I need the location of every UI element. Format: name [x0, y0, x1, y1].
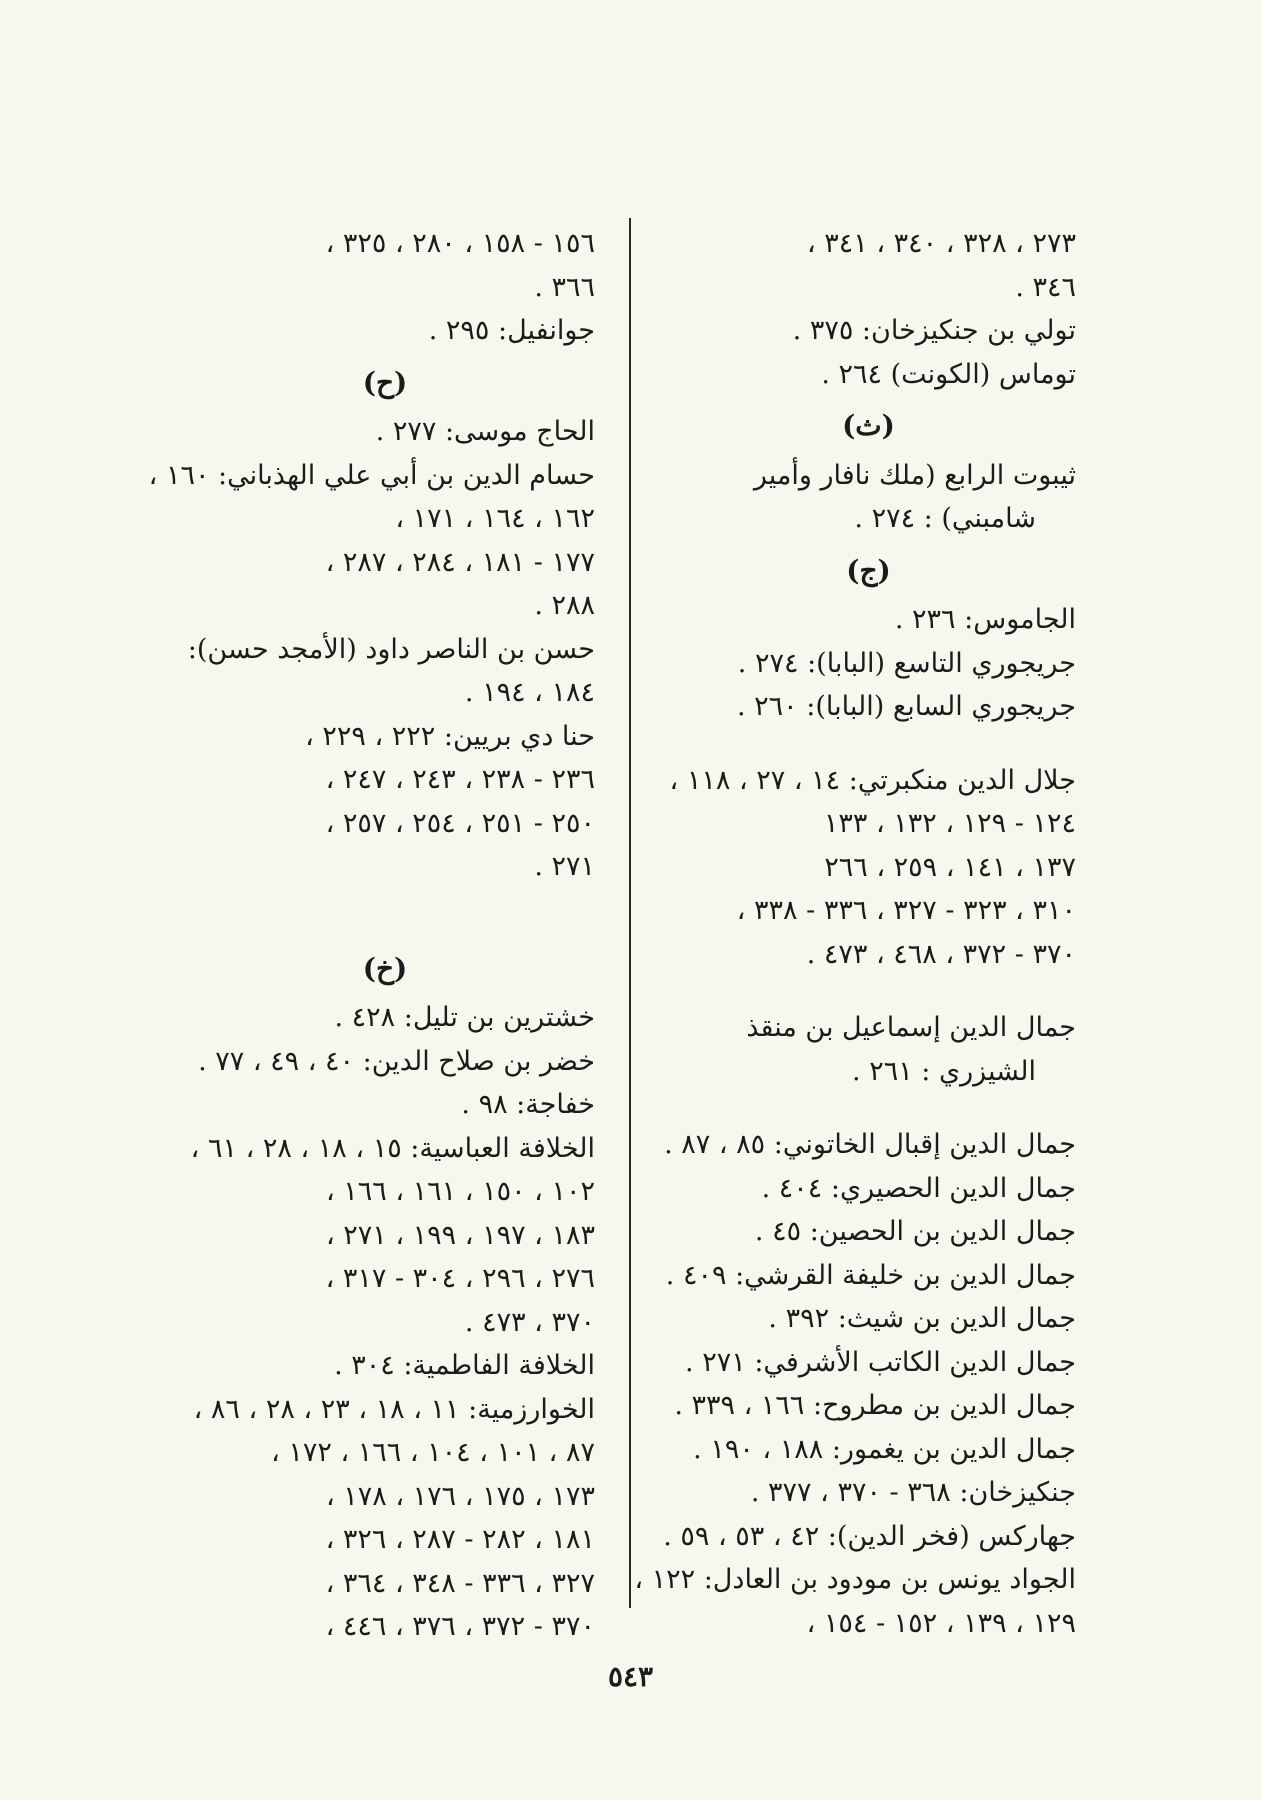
index-entry: جلال الدين منكبرتي: ١٤ ، ٢٧ ، ١١٨ ،: [669, 764, 1076, 796]
index-entry-continuation: شامبني) : ٢٧٤ .: [854, 503, 1036, 534]
index-entry: خشترين بن تليل: ٤٢٨ .: [334, 1002, 595, 1033]
spacer: [661, 976, 1076, 1006]
index-entry: جمال الدين بن شيث: ٣٩٢ .: [768, 1303, 1076, 1334]
index-entry-continuation: ٣٦٦ .: [534, 271, 595, 303]
index-entry: جمال الدين بن يغمور: ١٨٨ ، ١٩٠ .: [693, 1433, 1076, 1465]
index-entry-continuation: ١٢٤ - ١٢٩ ، ١٣٢ ، ١٣٣: [823, 808, 1076, 839]
index-entry-continuation: ٢٨٨ .: [534, 590, 595, 621]
index-entry-continuation: ٣١٠ ، ٣٢٣ - ٣٢٧ ، ٣٣٦ - ٣٣٨ ،: [736, 895, 1076, 926]
spacer: [661, 1093, 1076, 1123]
letter-heading: (ج): [846, 553, 891, 587]
index-entry: الجواد يونس بن مودود بن العادل: ١٢٢ ،: [634, 1564, 1076, 1595]
column-divider: [629, 218, 631, 1608]
index-entry-continuation: ٢٣٦ - ٢٣٨ ، ٢٤٣ ، ٢٤٧ ،: [325, 764, 595, 795]
index-entry-continuation: ٢٧٣ ، ٣٢٨ ، ٣٤٠ ، ٣٤١ ،: [806, 228, 1076, 259]
index-entry: خضر بن صلاح الدين: ٤٠ ، ٤٩ ، ٧٧ .: [198, 1045, 595, 1077]
index-entry: جمال الدين الحصيري: ٤٠٤ .: [761, 1172, 1076, 1204]
index-entry-continuation: ٣٤٦ .: [1015, 271, 1076, 303]
index-entry: جريجوري السابع (البابا): ٢٦٠ .: [736, 691, 1076, 722]
index-entry-continuation: ٢٥٠ - ٢٥١ ، ٢٥٤ ، ٢٥٧ ،: [325, 807, 595, 839]
index-entry-continuation: ١٧٣ ، ١٧٥ ، ١٧٦ ، ١٧٨ ،: [325, 1480, 595, 1512]
index-entry: ثيبوت الرابع (ملك نافار وأمير: [753, 459, 1076, 491]
letter-heading: (ث): [842, 409, 895, 442]
index-entry: الجاموس: ٢٣٦ .: [894, 604, 1076, 635]
index-entry-continuation: ٣٧٠ - ٣٧٢ ، ٤٦٨ ، ٤٧٣ .: [806, 938, 1076, 970]
index-entry: جمال الدين إسماعيل بن منقذ: [746, 1012, 1076, 1043]
index-entry-continuation: ١٨٣ ، ١٩٧ ، ١٩٩ ، ٢٧١ ،: [325, 1219, 595, 1251]
spacer: [661, 729, 1076, 759]
index-entry: الخوارزمية: ١١ ، ١٨ ، ٢٣ ، ٢٨ ، ٨٦ ،: [193, 1393, 595, 1425]
page-number: ٥٤٣: [607, 1660, 654, 1693]
index-entry: جمال الدين بن مطروح: ١٦٦ ، ٣٣٩ .: [674, 1390, 1076, 1421]
index-entry: الحاج موسى: ٢٧٧ .: [375, 416, 595, 447]
index-entry-continuation: ١٨٤ ، ١٩٤ .: [464, 677, 595, 708]
index-entry: جنكيزخان: ٣٦٨ - ٣٧٠ ، ٣٧٧ .: [750, 1477, 1076, 1508]
index-entry-continuation: ١٨١ ، ٢٨٢ - ٢٨٧ ، ٣٢٦ ،: [325, 1524, 595, 1555]
index-entry-continuation: ١٠٢ ، ١٥٠ ، ١٦١ ، ١٦٦ ،: [325, 1176, 595, 1207]
index-entry: جمال الدين بن خليفة القرشي: ٤٠٩ .: [665, 1259, 1076, 1291]
index-entry: جوانفيل: ٢٩٥ .: [428, 315, 595, 346]
index-entry: الخلافة الفاطمية: ٣٠٤ .: [334, 1350, 595, 1381]
index-entry-continuation: ١٢٩ ، ١٣٩ ، ١٥٢ - ١٥٤ ،: [806, 1607, 1076, 1639]
index-entry-continuation: ٨٧ ، ١٠١ ، ١٠٤ ، ١٦٦ ، ١٧٢ ،: [271, 1437, 595, 1468]
index-entry: حسن بن الناصر داود (الأمجد حسن):: [187, 633, 595, 665]
index-entry: جهاركس (فخر الدين): ٤٢ ، ٥٣ ، ٥٩ .: [663, 1520, 1076, 1552]
index-entry: حسام الدين بن أبي علي الهذباني: ١٦٠ ،: [148, 459, 595, 491]
index-entry-continuation: ١٥٦ - ١٥٨ ، ٢٨٠ ، ٣٢٥ ،: [325, 228, 595, 259]
letter-heading: (ح): [362, 365, 408, 399]
index-entry-continuation: الشيزري : ٢٦١ .: [852, 1055, 1036, 1087]
index-column-right: [634, 222, 1076, 1645]
index-entry: جمال الدين بن الحصين: ٤٥ .: [754, 1216, 1076, 1247]
index-entry: جريجوري التاسع (البابا): ٢٧٤ .: [737, 647, 1076, 679]
index-entry-continuation: ١٧٧ - ١٨١ ، ٢٨٤ ، ٢٨٧ ،: [325, 546, 595, 578]
index-entry-continuation: ٣٧٠ ، ٤٧٣ .: [464, 1306, 595, 1338]
index-entry-continuation: ٢٧٦ ، ٢٩٦ ، ٣٠٤ - ٣١٧ ،: [325, 1263, 595, 1294]
index-entry: الخلافة العباسية: ١٥ ، ١٨ ، ٢٨ ، ٦١ ،: [190, 1132, 595, 1164]
index-entry-continuation: ١٣٧ ، ١٤١ ، ٢٥٩ ، ٢٦٦: [824, 851, 1076, 883]
index-entry-continuation: ٣٧٠ - ٣٧٢ ، ٣٧٦ ، ٤٤٦ ،: [325, 1611, 595, 1642]
index-entry: خفاجة: ٩٨ .: [461, 1089, 595, 1120]
index-entry: جمال الدين إقبال الخاتوني: ٨٥ ، ٨٧ .: [664, 1129, 1076, 1160]
index-entry-continuation: ٣٢٧ ، ٣٣٦ - ٣٤٨ ، ٣٦٤ ،: [325, 1567, 595, 1599]
index-entry-continuation: ١٦٢ ، ١٦٤ ، ١٧١ ،: [395, 503, 595, 534]
index-entry: توماس (الكونت) ٢٦٤ .: [821, 358, 1076, 390]
index-entry: حنا دي بريين: ٢٢٢ ، ٢٢٩ ،: [305, 720, 595, 752]
index-entry: تولي بن جنكيزخان: ٣٧٥ .: [792, 315, 1076, 346]
index-entry: جمال الدين الكاتب الأشرفي: ٢٧١ .: [685, 1346, 1076, 1378]
index-column-left: [148, 222, 595, 1649]
letter-heading: (خ): [362, 951, 408, 985]
spacer: [175, 889, 595, 939]
index-entry-continuation: ٢٧١ .: [534, 851, 595, 882]
